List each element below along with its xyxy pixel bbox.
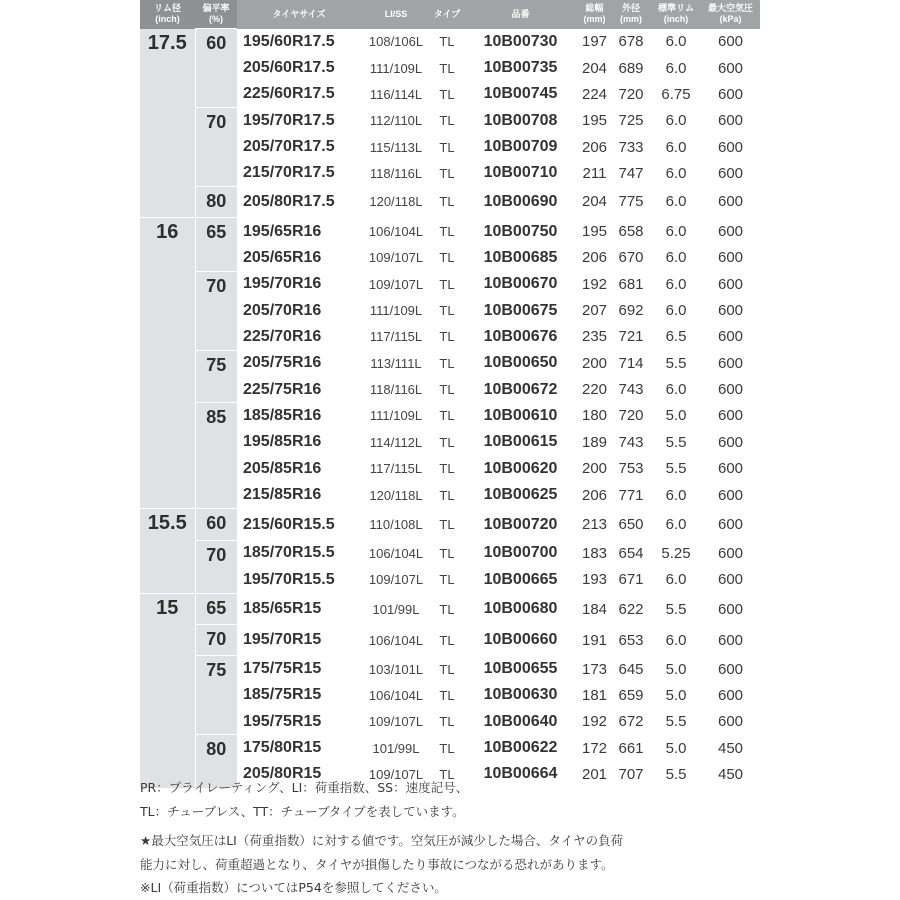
tire-size-cell: 195/75R15 [243,712,322,730]
max-pressure-cell: 600 [717,85,744,103]
diameter-cell: 654 [618,544,644,562]
std-rim-cell: 6.0 [665,193,687,211]
li-ss-cell: 120/118L [369,194,423,210]
width-cell: 224 [581,85,608,103]
tire-size-cell: 205/60R17.5 [243,59,335,77]
width-cell: 200 [581,354,608,372]
product-code-cell: 10B00622 [483,739,558,757]
product-code-cell: 10B00660 [483,631,558,649]
diameter-cell: 720 [618,85,644,103]
tire-size-cell: 225/60R17.5 [243,85,335,103]
tire-size-cell: 205/80R15 [243,765,322,783]
max-pressure-cell: 600 [717,381,744,399]
max-pressure-cell: 600 [717,660,744,678]
tire-size-cell: 205/65R16 [243,248,322,266]
width-cell: 191 [581,631,608,649]
table-row [140,540,760,566]
max-pressure-cell: 600 [717,275,744,293]
diameter-cell: 721 [618,328,644,346]
std-rim-cell: 5.25 [661,544,691,562]
product-code-cell: 10B00620 [483,459,558,477]
product-code-cell: 10B00664 [483,765,558,783]
max-pressure-cell: 600 [717,486,744,504]
table-body [140,29,760,788]
aspect-ratio-cell: 70 [195,108,237,187]
diameter-cell: 714 [618,354,644,372]
tire-size-cell: 195/70R16 [243,275,322,293]
std-rim-cell: 6.0 [665,164,687,182]
aspect-ratio-cell: 60 [195,29,237,108]
table-row [140,735,760,761]
std-rim-cell: 6.0 [665,249,687,267]
type-cell: TL [439,165,455,181]
tire-size-table-container [140,0,760,788]
tire-size-cell: 215/70R17.5 [243,164,335,182]
max-pressure-cell: 600 [701,218,760,245]
max-pressure-cell: 600 [717,302,744,320]
li-ss-cell: 106/104L [368,545,424,561]
width-cell: 200 [581,460,608,478]
diameter-cell: 670 [618,249,644,267]
product-code-cell: 10B00720 [463,509,578,540]
std-rim-cell: 6.0 [665,138,687,156]
type-cell: TL [439,461,455,477]
diameter-cell: 645 [618,660,644,678]
std-rim-cell: 6.0 [651,509,701,540]
max-pressure-cell: 600 [717,112,744,130]
header-std-rim: 標準リム (inch) [651,0,701,29]
width-cell: 172 [581,739,608,757]
li-ss-cell: 101/99L [372,740,420,756]
product-code-cell: 10B00735 [483,59,558,77]
diameter-cell: 689 [618,59,644,77]
type-cell: TL [439,194,455,210]
diameter-cell: 753 [618,460,644,478]
li-ss-cell: 109/107L [368,572,424,588]
std-rim-cell: 6.0 [665,33,687,51]
li-ss-cell: 101/99L [361,593,431,624]
aspect-ratio-cell: 70 [195,540,237,593]
max-pressure-cell: 600 [717,59,744,77]
width-cell: 173 [581,660,608,678]
header-aspect: 偏平率 (%) [195,0,237,29]
max-pressure-cell: 600 [717,571,744,589]
diameter-cell: 653 [618,631,644,649]
tire-size-cell: 185/75R15 [243,686,322,704]
li-ss-cell: 111/109L [369,60,423,76]
tire-size-cell: 215/85R16 [243,486,322,504]
li-ss-cell: 109/107L [368,250,424,266]
width-cell: 204 [581,59,608,77]
footnote-line: ★最大空気圧はLI（荷重指数）に対する値です。空気圧が減少した場合、タイヤの負荷 [140,833,624,848]
std-rim-cell: 5.0 [665,686,687,704]
tire-size-cell: 205/75R16 [243,354,322,372]
diameter-cell: 771 [618,486,644,504]
li-ss-cell: 120/118L [369,487,423,503]
table-row [140,187,760,218]
product-code-cell: 10B00750 [463,218,578,245]
std-rim-cell: 6.5 [665,328,687,346]
type-cell: TL [439,382,455,398]
footnote-line: PR：プライレーティング、LI：荷重指数、SS：速度記号、 [140,780,469,795]
rim-diameter-cell: 17.5 [140,29,195,218]
product-code-cell: 10B00680 [463,593,578,624]
max-pressure-cell: 600 [717,631,744,649]
aspect-ratio-cell: 75 [195,350,237,403]
width-cell: 193 [581,571,608,589]
tire-size-cell: 225/75R16 [243,380,322,398]
aspect-ratio-cell: 80 [195,735,237,788]
tire-size-table [140,0,760,788]
width-cell: 183 [581,544,608,562]
tire-size-cell: 175/75R15 [243,660,322,678]
product-code-cell: 10B00670 [483,275,558,293]
aspect-ratio-cell: 80 [195,187,237,218]
product-code-cell: 10B00610 [483,406,558,424]
product-code-cell: 10B00672 [483,380,558,398]
type-cell: TL [439,572,455,588]
table-header [140,0,760,29]
header-type: タイプ [431,0,463,29]
product-code-cell: 10B00708 [483,111,558,129]
type-cell: TL [439,632,455,648]
li-ss-cell: 117/115L [369,461,423,477]
header-max-pressure: 最大空気圧 (kPa) [701,0,760,29]
std-rim-cell: 5.5 [665,460,687,478]
width-cell: 206 [581,486,608,504]
product-code-cell: 10B00730 [483,32,558,50]
width-cell: 195 [581,112,608,130]
li-ss-cell: 111/109L [369,408,423,424]
product-code-cell: 10B00745 [483,85,558,103]
li-ss-cell: 109/107L [368,766,424,782]
aspect-ratio-cell: 60 [195,509,237,540]
product-code-cell: 10B00709 [483,138,558,156]
type-cell: TL [439,714,455,730]
rim-diameter-cell: 15 [140,593,195,787]
max-pressure-cell: 600 [701,509,760,540]
header-diameter: 外径 (mm) [611,0,651,29]
type-cell: TL [439,408,455,424]
type-cell: TL [439,60,455,76]
table-row [140,509,760,540]
tire-size-cell: 195/70R15 [243,631,322,649]
table-row [140,271,760,297]
li-ss-cell: 116/114L [369,86,423,102]
tire-size-cell: 205/70R17.5 [243,138,335,156]
diameter-cell: 661 [618,739,644,757]
max-pressure-cell: 600 [717,460,744,478]
width-cell: 192 [581,713,608,731]
std-rim-cell: 6.0 [651,218,701,245]
li-ss-cell: 106/104L [361,218,431,245]
std-rim-cell: 6.0 [665,112,687,130]
diameter-cell: 747 [618,164,644,182]
tire-size-cell: 205/85R16 [243,459,322,477]
aspect-ratio-cell: 65 [195,218,237,271]
max-pressure-cell: 600 [717,138,744,156]
aspect-ratio-cell: 85 [195,403,237,509]
header-row [140,0,760,29]
li-ss-cell: 109/107L [368,714,424,730]
diameter-cell: 725 [618,112,644,130]
li-ss-cell: 103/101L [368,661,424,677]
table-row [140,656,760,682]
tire-size-cell: 225/70R16 [243,327,322,345]
tire-size-cell: 185/85R16 [243,406,322,424]
footnote-line: ※LI（荷重指数）についてはP54を参照してください。 [140,880,447,895]
diameter-cell: 692 [618,302,644,320]
tire-size-cell: 195/70R17.5 [243,111,335,129]
product-code-cell: 10B00640 [483,712,558,730]
width-cell: 192 [581,275,608,293]
type-cell: TL [439,86,455,102]
max-pressure-cell: 600 [717,164,744,182]
diameter-cell: 775 [618,193,644,211]
std-rim-cell: 5.0 [665,739,687,757]
product-code-cell: 10B00665 [483,570,558,588]
type-cell: TL [439,139,455,155]
table-row [140,625,760,656]
max-pressure-cell: 450 [717,739,744,757]
diameter-cell: 622 [611,593,651,624]
max-pressure-cell: 600 [717,249,744,267]
aspect-ratio-cell: 75 [195,656,237,735]
tire-size-cell: 195/70R15.5 [243,570,335,588]
type-cell: TL [439,434,455,450]
rim-diameter-cell: 16 [140,218,195,509]
type-cell: TL [439,545,455,561]
width-cell: 189 [581,433,608,451]
max-pressure-cell: 600 [717,686,744,704]
type-cell: TL [439,487,455,503]
table-row [140,593,760,624]
header-width: 総幅 (mm) [578,0,611,29]
li-ss-cell: 106/104L [368,687,424,703]
table-row [140,108,760,134]
std-rim-cell: 6.0 [665,275,687,293]
li-ss-cell: 114/112L [369,434,423,450]
std-rim-cell: 5.5 [665,765,687,783]
std-rim-cell: 5.0 [665,407,687,425]
std-rim-cell: 5.5 [651,593,701,624]
diameter-cell: 659 [618,686,644,704]
product-code-cell: 10B00675 [483,301,558,319]
type-cell: TL [439,355,455,371]
std-rim-cell: 5.0 [665,660,687,678]
type-cell: TL [439,250,455,266]
li-ss-cell: 118/116L [369,165,423,181]
tire-size-cell: 185/70R15.5 [243,544,335,562]
diameter-cell: 733 [618,138,644,156]
table-row [140,403,760,429]
footnote-line: TL：チューブレス、TT：チューブタイプを表しています。 [140,803,465,819]
table-row [140,350,760,376]
product-code-cell: 10B00685 [483,248,558,266]
type-cell: TL [431,509,463,540]
tire-size-cell: 185/65R15 [237,593,361,624]
diameter-cell: 743 [618,433,644,451]
diameter-cell: 678 [618,33,644,51]
aspect-ratio-cell: 70 [195,625,237,656]
type-cell: TL [439,687,455,703]
li-ss-cell: 109/107L [368,276,424,292]
max-pressure-cell: 600 [717,544,744,562]
product-code-cell: 10B00655 [483,660,558,678]
type-cell: TL [439,329,455,345]
width-cell: 184 [578,593,611,624]
std-rim-cell: 6.0 [665,381,687,399]
product-code-cell: 10B00710 [483,164,558,182]
diameter-cell: 650 [611,509,651,540]
diameter-cell: 681 [618,275,644,293]
li-ss-cell: 115/113L [369,139,423,155]
std-rim-cell: 6.75 [661,85,691,103]
width-cell: 211 [582,164,607,182]
diameter-cell: 658 [611,218,651,245]
width-cell: 204 [581,193,608,211]
width-cell: 195 [578,218,611,245]
std-rim-cell: 5.5 [665,433,687,451]
width-cell: 213 [578,509,611,540]
max-pressure-cell: 450 [717,765,744,783]
table-row [140,218,760,245]
max-pressure-cell: 600 [701,593,760,624]
header-size: タイヤサイズ [237,0,361,29]
tire-size-cell: 195/65R16 [237,218,361,245]
diameter-cell: 743 [618,381,644,399]
li-ss-cell: 117/115L [369,329,423,345]
product-code-cell: 10B00700 [483,544,558,562]
type-cell: TL [439,276,455,292]
aspect-ratio-cell: 65 [195,593,237,624]
width-cell: 235 [581,328,608,346]
width-cell: 206 [581,138,608,156]
diameter-cell: 672 [618,713,644,731]
rim-diameter-cell: 15.5 [140,509,195,594]
max-pressure-cell: 600 [717,433,744,451]
std-rim-cell: 6.0 [665,59,687,77]
width-cell: 180 [581,407,608,425]
tire-size-cell: 175/80R15 [243,739,322,757]
width-cell: 201 [581,765,608,783]
footnotes [140,776,760,900]
width-cell: 181 [581,686,608,704]
tire-size-cell: 195/85R16 [243,433,322,451]
header-code: 品番 [463,0,578,29]
header-rim: リム径 (inch) [140,0,195,29]
std-rim-cell: 5.5 [665,713,687,731]
tire-size-cell: 215/60R15.5 [237,509,361,540]
li-ss-cell: 108/106L [368,34,424,50]
max-pressure-cell: 600 [717,354,744,372]
li-ss-cell: 112/110L [369,113,423,129]
diameter-cell: 671 [618,571,644,589]
type-cell: TL [431,218,463,245]
width-cell: 207 [581,302,608,320]
type-cell: TL [439,303,455,319]
std-rim-cell: 6.0 [665,486,687,504]
product-code-cell: 10B00625 [483,486,558,504]
max-pressure-cell: 600 [717,328,744,346]
max-pressure-cell: 600 [717,713,744,731]
product-code-cell: 10B00676 [483,327,558,345]
max-pressure-cell: 600 [717,193,744,211]
li-ss-cell: 110/108L [361,509,431,540]
type-cell: TL [439,113,455,129]
table-row [140,29,760,55]
header-li-ss: LI/SS [361,0,431,29]
max-pressure-cell: 600 [717,407,744,425]
aspect-ratio-cell: 70 [195,271,237,350]
width-cell: 197 [581,33,608,51]
type-cell: TL [439,34,455,50]
type-cell: TL [439,740,455,756]
footnote-line: 能力に対し、荷重超過となり、タイヤが損傷したり事故につながる恐れがあります。 [140,856,614,872]
type-cell: TL [439,661,455,677]
product-code-cell: 10B00650 [483,354,558,372]
li-ss-cell: 118/116L [369,382,423,398]
width-cell: 206 [581,249,608,267]
tire-size-cell: 205/80R17.5 [243,192,335,210]
li-ss-cell: 111/109L [369,303,423,319]
tire-size-cell: 205/70R16 [243,301,322,319]
li-ss-cell: 113/111L [370,355,422,371]
type-cell: TL [439,766,455,782]
type-cell: TL [431,593,463,624]
max-pressure-cell: 600 [717,33,744,51]
std-rim-cell: 6.0 [665,631,687,649]
diameter-cell: 720 [618,407,644,425]
std-rim-cell: 5.5 [665,354,687,372]
li-ss-cell: 106/104L [368,632,424,648]
width-cell: 220 [581,381,608,399]
product-code-cell: 10B00615 [483,433,558,451]
product-code-cell: 10B00690 [483,192,558,210]
std-rim-cell: 6.0 [665,302,687,320]
std-rim-cell: 6.0 [665,571,687,589]
diameter-cell: 707 [618,765,644,783]
product-code-cell: 10B00630 [483,686,558,704]
tire-size-cell: 195/60R17.5 [243,32,335,50]
